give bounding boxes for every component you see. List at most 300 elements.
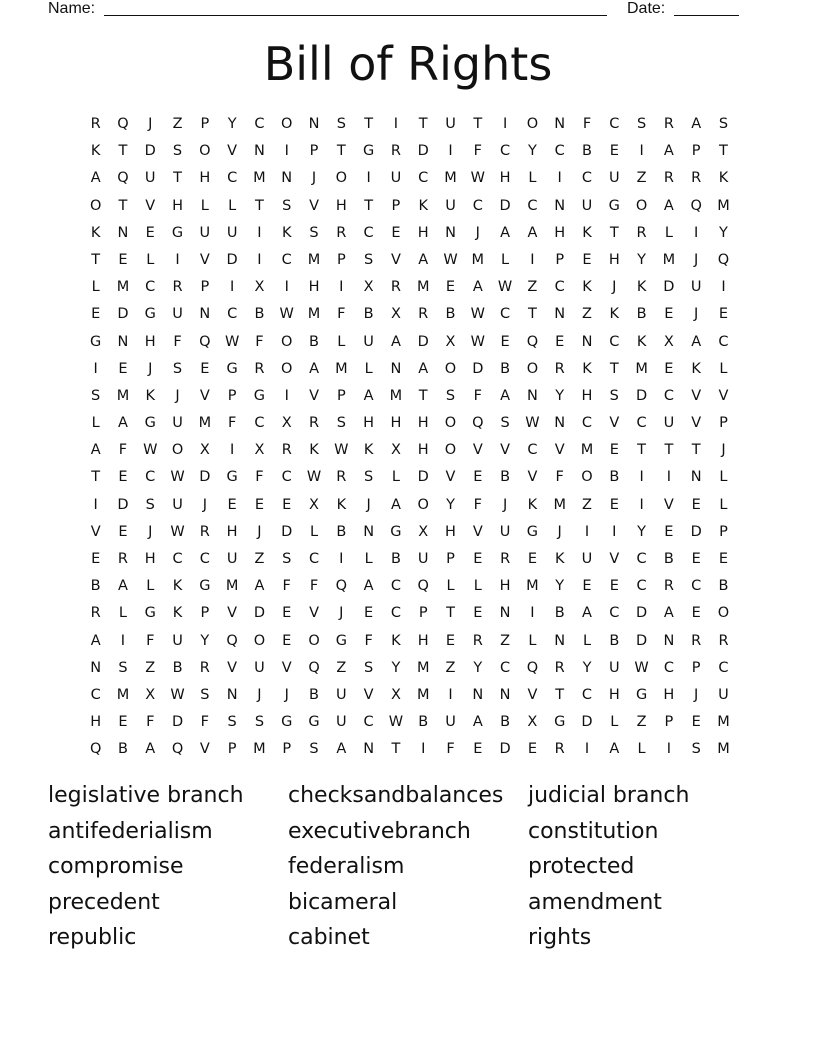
grid-letter: U: [718, 686, 729, 703]
word-list-item: amendment: [528, 889, 662, 915]
grid-letter: R: [90, 116, 101, 132]
grid-letter: L: [528, 170, 537, 187]
grid-letter: L: [364, 551, 373, 567]
grid-letter: I: [284, 143, 289, 160]
grid-letter: N: [499, 686, 511, 703]
grid-letter: O: [526, 116, 539, 132]
grid-letter: E: [527, 551, 537, 567]
grid-row: [82, 464, 738, 491]
grid-row: [82, 492, 738, 519]
grid-letter: S: [227, 714, 237, 731]
grid-letter: N: [308, 116, 320, 132]
grid-letter: F: [255, 469, 264, 486]
grid-letter: Y: [200, 632, 210, 649]
grid-row: [82, 274, 738, 301]
grid-letter: W: [224, 333, 240, 350]
word-list-item: republic: [48, 925, 137, 950]
grid-letter: B: [336, 523, 347, 540]
grid-letter: V: [199, 387, 210, 404]
grid-letter: D: [281, 523, 293, 540]
grid-letter: A: [254, 578, 265, 595]
grid-letter: D: [499, 197, 511, 214]
grid-letter: E: [609, 143, 619, 160]
grid-letter: J: [721, 442, 726, 459]
grid-letter: X: [199, 442, 210, 459]
grid-letter: P: [418, 605, 428, 622]
grid-letter: V: [309, 197, 319, 214]
grid-letter: Q: [89, 741, 102, 758]
grid-letter: H: [417, 224, 429, 241]
grid-letter: G: [144, 605, 156, 622]
grid-letter: A: [691, 333, 702, 350]
grid-letter: W: [443, 251, 458, 268]
grid-letter: R: [199, 659, 210, 676]
grid-letter: F: [309, 578, 319, 595]
grid-letter: D: [417, 333, 429, 350]
grid-letter: S: [445, 387, 456, 404]
grid-letter: E: [500, 333, 510, 350]
grid-letter: K: [281, 224, 292, 241]
word-list-item: protected: [528, 854, 635, 879]
grid-letter: P: [719, 523, 728, 540]
grid-letter: N: [499, 605, 511, 622]
grid-letter: K: [172, 605, 183, 622]
grid-letter: H: [335, 197, 347, 214]
grid-letter: U: [663, 415, 675, 432]
grid-letter: H: [144, 333, 156, 350]
grid-letter: V: [309, 387, 319, 404]
grid-letter: E: [145, 224, 155, 241]
grid-letter: C: [636, 551, 647, 567]
date-label: Date:: [627, 0, 666, 17]
grid-letter: I: [530, 251, 535, 268]
word-list-item: cabinet: [288, 925, 370, 950]
grid-row: [82, 329, 738, 356]
grid-letter: T: [364, 197, 374, 214]
grid-letter: G: [608, 197, 620, 214]
grid-letter: G: [90, 333, 102, 350]
grid-letter: E: [609, 442, 619, 459]
grid-letter: Z: [336, 659, 347, 676]
grid-letter: X: [445, 333, 456, 350]
grid-letter: V: [309, 605, 319, 622]
grid-row: [82, 546, 738, 573]
grid-letter: C: [199, 551, 210, 567]
grid-letter: K: [145, 387, 155, 404]
grid-letter: J: [694, 306, 699, 323]
grid-letter: C: [527, 442, 538, 459]
grid-letter: S: [172, 143, 183, 160]
grid-letter: W: [497, 279, 513, 296]
grid-letter: W: [170, 686, 185, 703]
grid-letter: D: [690, 523, 702, 540]
grid-letter: J: [284, 686, 289, 703]
grid-letter: E: [691, 551, 701, 567]
grid-letter: C: [609, 333, 620, 350]
grid-letter: T: [118, 143, 128, 160]
grid-letter: H: [417, 415, 429, 432]
grid-letter: C: [254, 415, 265, 432]
grid-letter: Q: [171, 741, 184, 758]
word-list: [48, 778, 768, 956]
grid-letter: S: [172, 360, 183, 377]
grid-letter: U: [172, 306, 183, 323]
grid-letter: N: [117, 224, 129, 241]
grid-letter: X: [145, 686, 156, 703]
grid-letter: D: [226, 251, 238, 268]
grid-letter: D: [417, 143, 429, 160]
grid-letter: M: [717, 197, 730, 214]
grid-letter: B: [309, 686, 319, 703]
grid-letter: O: [444, 442, 457, 459]
grid-letter: T: [364, 116, 374, 132]
grid-letter: B: [445, 306, 456, 323]
grid-row: [82, 111, 738, 138]
grid-letter: E: [445, 279, 456, 296]
grid-letter: M: [717, 714, 730, 731]
grid-letter: M: [444, 170, 457, 187]
grid-letter: I: [120, 632, 126, 649]
grid-letter: V: [527, 469, 538, 486]
grid-letter: H: [499, 578, 511, 595]
grid-row: [82, 573, 738, 600]
grid-letter: R: [691, 170, 702, 187]
grid-letter: L: [719, 496, 728, 513]
grid-letter: M: [416, 659, 430, 676]
grid-letter: V: [663, 496, 674, 513]
grid-letter: C: [254, 116, 265, 132]
grid-letter: Q: [526, 333, 539, 350]
grid-letter: I: [257, 251, 262, 268]
grid-letter: E: [282, 496, 292, 513]
grid-letter: W: [334, 442, 349, 459]
grid-letter: J: [202, 496, 207, 513]
grid-letter: K: [309, 442, 319, 459]
grid-letter: N: [554, 116, 566, 132]
grid-letter: Z: [172, 116, 183, 132]
word-list-item: constitution: [528, 818, 659, 844]
grid-letter: H: [199, 170, 211, 187]
grid-letter: O: [717, 605, 730, 622]
grid-letter: K: [609, 306, 620, 323]
grid-letter: O: [199, 143, 211, 160]
grid-letter: J: [694, 251, 699, 268]
grid-letter: R: [390, 279, 401, 296]
grid-letter: C: [718, 333, 729, 350]
grid-letter: C: [581, 415, 593, 432]
grid-letter: I: [366, 170, 371, 187]
grid-letter: S: [609, 387, 619, 404]
grid-letter: B: [500, 469, 511, 486]
grid-letter: J: [339, 605, 344, 622]
grid-letter: W: [525, 415, 540, 432]
grid-letter: G: [335, 632, 347, 649]
grid-letter: I: [284, 279, 289, 296]
word-list-item: executivebranch: [288, 818, 471, 844]
grid-letter: E: [364, 605, 374, 622]
grid-letter: U: [581, 197, 593, 214]
grid-letter: L: [118, 605, 127, 622]
grid-letter: I: [639, 496, 644, 513]
grid-letter: R: [554, 659, 565, 676]
grid-letter: N: [526, 387, 538, 404]
grid-letter: N: [472, 686, 484, 703]
grid-letter: T: [691, 442, 701, 459]
grid-row: [82, 247, 738, 274]
grid-letter: L: [364, 360, 373, 377]
grid-letter: C: [500, 143, 511, 160]
grid-letter: B: [309, 333, 319, 350]
grid-letter: S: [336, 415, 346, 432]
letter-grid: [82, 111, 738, 764]
grid-letter: R: [308, 415, 320, 432]
grid-letter: S: [254, 714, 265, 731]
grid-letter: D: [636, 632, 648, 649]
grid-letter: U: [608, 170, 620, 187]
grid-letter: E: [555, 333, 565, 350]
grid-letter: Y: [719, 224, 728, 241]
date-field[interactable]: [674, 15, 739, 16]
grid-letter: I: [93, 496, 98, 513]
grid-letter: G: [253, 387, 266, 404]
grid-letter: E: [200, 360, 210, 377]
grid-letter: L: [719, 360, 728, 377]
grid-letter: F: [337, 306, 346, 323]
grid-letter: S: [309, 741, 319, 758]
grid-letter: H: [172, 197, 183, 214]
grid-letter: I: [448, 686, 453, 703]
grid-letter: A: [418, 251, 429, 268]
grid-letter: S: [309, 224, 319, 241]
grid-letter: B: [254, 306, 265, 323]
grid-letter: I: [530, 605, 535, 622]
grid-letter: I: [666, 469, 672, 486]
grid-letter: N: [281, 170, 293, 187]
grid-letter: E: [445, 632, 456, 649]
grid-letter: A: [363, 578, 374, 595]
grid-letter: J: [148, 523, 153, 540]
grid-letter: T: [446, 605, 455, 622]
grid-row: [82, 437, 738, 464]
grid-letter: G: [144, 415, 156, 432]
grid-letter: V: [145, 197, 156, 214]
grid-letter: A: [90, 442, 101, 459]
grid-letter: C: [636, 578, 647, 595]
grid-letter: C: [227, 306, 238, 323]
grid-letter: N: [363, 741, 375, 758]
grid-letter: S: [282, 197, 292, 214]
grid-letter: U: [199, 224, 211, 241]
grid-letter: S: [91, 387, 101, 404]
grid-letter: B: [636, 306, 647, 323]
grid-letter: V: [445, 469, 456, 486]
grid-letter: I: [502, 116, 508, 132]
grid-letter: D: [636, 387, 648, 404]
grid-letter: Z: [145, 659, 156, 676]
grid-letter: B: [582, 143, 592, 160]
grid-letter: O: [581, 469, 593, 486]
grid-letter: K: [363, 442, 374, 459]
grid-letter: H: [499, 170, 511, 187]
grid-letter: E: [718, 551, 729, 567]
grid-letter: A: [663, 143, 674, 160]
grid-letter: N: [554, 306, 566, 323]
word-list-item: checksandbalances: [288, 783, 504, 808]
grid-letter: H: [663, 686, 675, 703]
grid-letter: C: [90, 686, 101, 703]
grid-letter: U: [608, 659, 620, 676]
grid-letter: N: [90, 659, 102, 676]
grid-letter: L: [528, 632, 537, 649]
grid-letter: A: [390, 333, 401, 350]
grid-letter: R: [418, 306, 429, 323]
grid-letter: A: [90, 632, 101, 649]
grid-letter: E: [473, 469, 483, 486]
grid-letter: W: [388, 714, 404, 731]
grid-letter: C: [609, 116, 620, 132]
page-title: Bill of Rights: [263, 37, 553, 91]
grid-letter: S: [200, 686, 210, 703]
grid-letter: X: [390, 306, 401, 323]
grid-letter: E: [391, 224, 401, 241]
grid-letter: J: [612, 279, 617, 296]
grid-letter: X: [418, 523, 429, 540]
grid-letter: A: [472, 714, 483, 731]
grid-letter: E: [664, 523, 674, 540]
grid-letter: G: [199, 578, 211, 595]
grid-row: [82, 138, 738, 165]
grid-letter: L: [91, 279, 100, 296]
grid-letter: R: [663, 116, 674, 132]
grid-letter: V: [199, 741, 210, 758]
grid-letter: R: [117, 551, 128, 567]
grid-letter: E: [691, 714, 701, 731]
grid-letter: D: [117, 496, 129, 513]
grid-letter: Z: [527, 279, 538, 296]
grid-letter: H: [608, 686, 620, 703]
word-list-item: bicameral: [288, 889, 398, 915]
grid-letter: E: [118, 251, 128, 268]
grid-letter: C: [554, 143, 565, 160]
grid-letter: V: [691, 387, 702, 404]
grid-letter: C: [527, 197, 538, 214]
grid-letter: V: [390, 251, 401, 268]
grid-letter: M: [307, 251, 321, 268]
grid-letter: C: [145, 469, 156, 486]
grid-letter: A: [145, 741, 156, 758]
grid-letter: R: [663, 578, 674, 595]
grid-letter: S: [336, 116, 346, 132]
grid-letter: V: [90, 523, 101, 540]
grid-letter: H: [144, 551, 156, 567]
grid-letter: O: [281, 360, 293, 377]
grid-letter: L: [309, 523, 319, 540]
grid-letter: L: [337, 333, 346, 350]
grid-letter: A: [117, 415, 128, 432]
grid-letter: T: [555, 686, 565, 703]
grid-row: [82, 682, 738, 709]
grid-letter: C: [281, 469, 292, 486]
grid-letter: I: [229, 442, 235, 459]
grid-letter: P: [200, 279, 210, 296]
grid-letter: T: [336, 143, 346, 160]
grid-letter: R: [500, 551, 511, 567]
grid-letter: K: [391, 632, 401, 649]
grid-letter: G: [362, 143, 375, 160]
grid-letter: X: [281, 415, 292, 432]
grid-letter: J: [502, 496, 508, 513]
grid-letter: L: [637, 741, 646, 758]
grid-letter: V: [363, 686, 374, 703]
grid-letter: E: [718, 306, 729, 323]
grid-letter: O: [171, 442, 184, 459]
grid-letter: P: [691, 659, 701, 676]
grid-letter: E: [91, 551, 101, 567]
grid-letter: X: [254, 279, 265, 296]
grid-letter: P: [555, 251, 565, 268]
grid-letter: S: [145, 496, 155, 513]
grid-letter: L: [610, 714, 619, 731]
grid-letter: A: [527, 224, 538, 241]
grid-letter: L: [391, 469, 400, 486]
grid-letter: V: [527, 686, 538, 703]
grid-row: [82, 301, 738, 328]
grid-letter: K: [527, 496, 538, 513]
grid-letter: Y: [446, 496, 455, 513]
grid-letter: Z: [636, 714, 647, 731]
grid-letter: K: [336, 496, 347, 513]
grid-letter: W: [279, 306, 294, 323]
grid-letter: F: [473, 496, 482, 513]
grid-letter: X: [390, 686, 401, 703]
word-list-item: precedent: [48, 889, 160, 915]
grid-letter: L: [664, 224, 673, 241]
grid-letter: N: [554, 415, 566, 432]
grid-letter: K: [582, 279, 592, 296]
grid-letter: C: [691, 578, 702, 595]
grid-letter: Q: [690, 197, 702, 214]
grid-letter: G: [281, 714, 293, 731]
grid-letter: B: [609, 632, 620, 649]
grid-letter: Q: [417, 578, 429, 595]
name-field[interactable]: [104, 15, 607, 16]
grid-letter: E: [691, 496, 701, 513]
grid-letter: Y: [555, 387, 565, 404]
grid-letter: V: [227, 143, 238, 160]
grid-letter: U: [363, 333, 374, 350]
grid-letter: P: [719, 415, 728, 432]
grid-letter: F: [173, 333, 182, 350]
grid-letter: E: [118, 714, 128, 731]
grid-letter: V: [500, 442, 511, 459]
grid-letter: Y: [527, 143, 537, 160]
grid-letter: B: [554, 605, 565, 622]
grid-letter: A: [309, 360, 319, 377]
grid-letter: I: [175, 251, 180, 268]
grid-letter: K: [90, 224, 101, 241]
grid-letter: V: [281, 659, 292, 676]
grid-letter: H: [608, 251, 620, 268]
grid-letter: E: [691, 605, 701, 622]
grid-letter: C: [663, 387, 674, 404]
grid-letter: O: [89, 197, 102, 214]
word-list-item: compromise: [48, 854, 184, 879]
grid-letter: C: [500, 306, 511, 323]
grid-letter: G: [144, 306, 156, 323]
grid-letter: O: [417, 496, 429, 513]
grid-letter: I: [694, 224, 699, 241]
grid-letter: I: [639, 143, 644, 160]
